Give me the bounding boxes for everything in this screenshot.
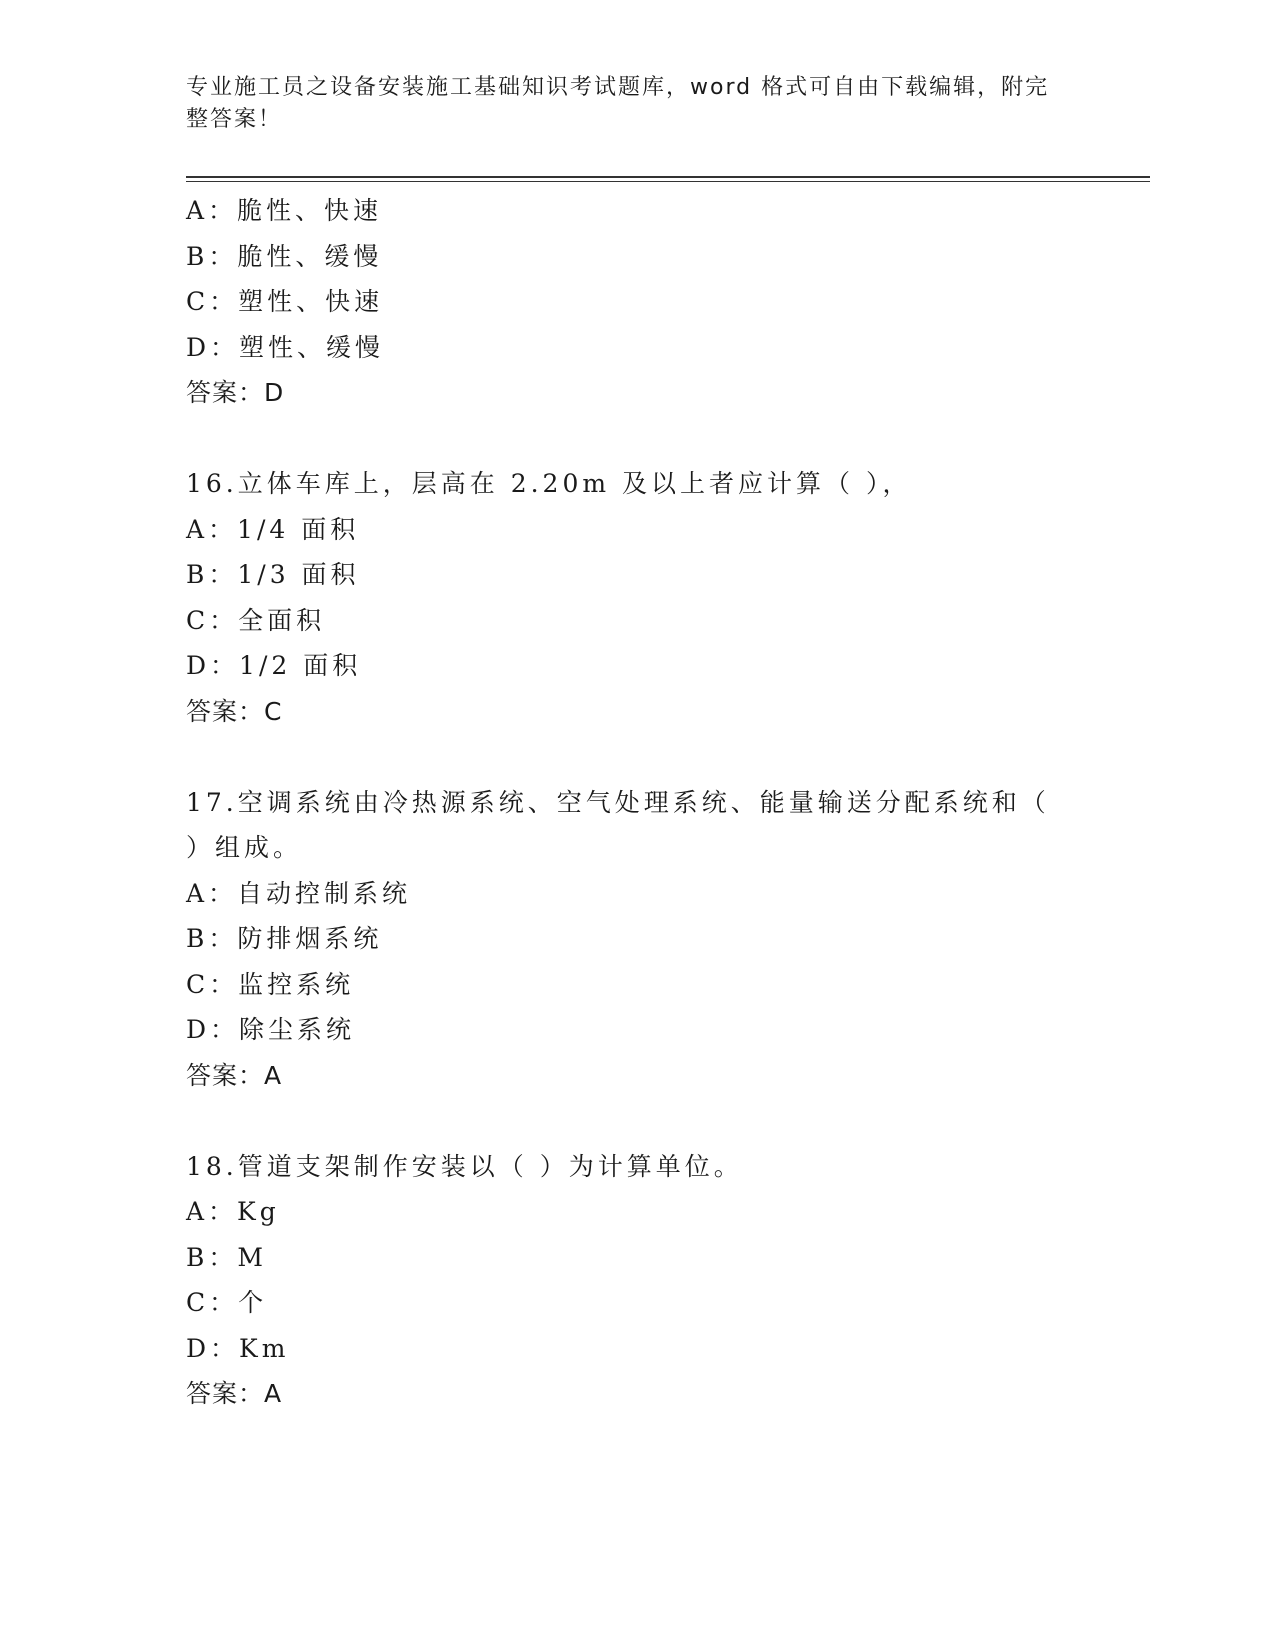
document-header bbox=[186, 72, 1066, 136]
question-list bbox=[186, 188, 1086, 1417]
answer: 答案：A bbox=[186, 1060, 283, 1090]
option-d: D：塑性、缓慢 bbox=[186, 332, 385, 362]
option-a: A：自动控制系统 bbox=[186, 878, 412, 908]
question-text: 16.立体车库上，层高在 2.20m 及以上者应计算（ ）， bbox=[186, 469, 912, 498]
answer: 答案：C bbox=[186, 696, 283, 726]
option-d: D：Km bbox=[186, 1333, 290, 1363]
spacer bbox=[186, 734, 1086, 780]
option-b: B：1/3 面积 bbox=[186, 560, 360, 589]
option-b: B：脆性、缓慢 bbox=[186, 241, 383, 271]
question-text-line-1: 17.空调系统由冷热源系统、空气处理系统、能量输送分配系统和（ bbox=[186, 787, 1050, 817]
option-a: A：1/4 面积 bbox=[186, 514, 360, 544]
option-c: C：个 bbox=[186, 1288, 268, 1317]
header-text: 专业施工员之设备安装施工基础知识考试题库，word 格式可自由下载编辑，附完整答案！ bbox=[186, 75, 1050, 132]
option-b: B：M bbox=[186, 1242, 267, 1272]
option-a: A：脆性、快速 bbox=[186, 196, 383, 225]
option-b: B：防排烟系统 bbox=[186, 924, 383, 953]
question-15 bbox=[186, 188, 1086, 416]
spacer bbox=[186, 1098, 1086, 1144]
question-18 bbox=[186, 1144, 1086, 1417]
question-17 bbox=[186, 780, 1086, 1099]
header-divider-thin bbox=[186, 181, 1150, 182]
answer: 答案：A bbox=[186, 1379, 283, 1408]
option-c: C：全面积 bbox=[186, 605, 326, 635]
option-c: C：监控系统 bbox=[186, 969, 355, 999]
header-divider bbox=[186, 176, 1150, 178]
option-a: A：Kg bbox=[186, 1197, 280, 1226]
question-text: 18.管道支架制作安装以（ ）为计算单位。 bbox=[186, 1151, 743, 1181]
answer: 答案：D bbox=[186, 378, 285, 407]
question-text-line-2: ）组成。 bbox=[186, 833, 303, 862]
option-c: C：塑性、快速 bbox=[186, 287, 384, 316]
option-d: D：除尘系统 bbox=[186, 1015, 356, 1044]
spacer bbox=[186, 416, 1086, 462]
question-16 bbox=[186, 461, 1086, 734]
option-d: D：1/2 面积 bbox=[186, 651, 362, 680]
